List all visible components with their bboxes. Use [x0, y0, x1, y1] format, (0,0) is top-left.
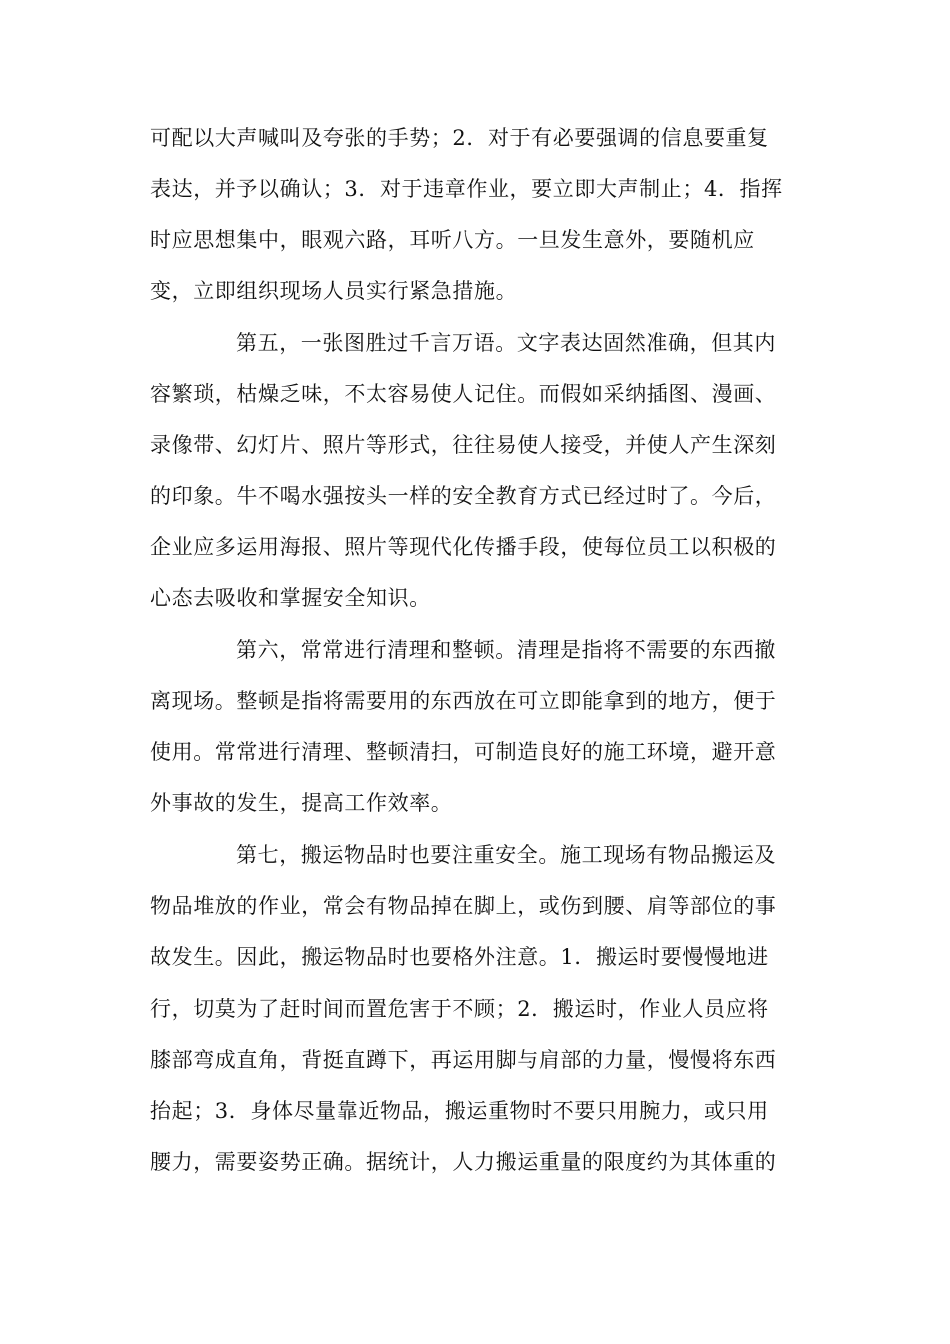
text-line: 表达，并予以确认；3．对于违章作业，要立即大声制止；4．指挥	[150, 177, 783, 201]
text-line: 离现场。整顿是指将需要用的东西放在可立即能拿到的地方，便于	[150, 689, 777, 713]
paragraph-first-line: 第七，搬运物品时也要注重安全。施工现场有物品搬运及	[236, 843, 776, 867]
text-line: 录像带、幻灯片、照片等形式，往往易使人接受，并使人产生深刻	[150, 433, 777, 457]
text-line: 物品堆放的作业，常会有物品掉在脚上，或伤到腰、肩等部位的事	[150, 894, 777, 918]
text-line: 容繁琐，枯燥乏味，不太容易使人记住。而假如采纳插图、漫画、	[150, 382, 777, 406]
text-line: 使用。常常进行清理、整顿清扫，可制造良好的施工环境，避开意	[150, 740, 777, 764]
text-line: 变，立即组织现场人员实行紧急措施。	[150, 279, 518, 303]
paragraph-first-line: 第六，常常进行清理和整顿。清理是指将不需要的东西撤	[236, 638, 776, 662]
text-line: 抬起；3．身体尽量靠近物品，搬运重物时不要只用腕力，或只用	[150, 1099, 769, 1123]
text-line: 故发生。因此，搬运物品时也要格外注意。1．搬运时要慢慢地进	[150, 945, 769, 969]
paragraph-first-line: 第五，一张图胜过千言万语。文字表达固然准确，但其内	[236, 331, 776, 355]
text-line: 时应思想集中，眼观六路，耳听八方。一旦发生意外，要随机应	[150, 228, 755, 252]
text-line: 腰力，需要姿势正确。据统计，人力搬运重量的限度约为其体重的	[150, 1150, 777, 1174]
text-line: 企业应多运用海报、照片等现代化传播手段，使每位员工以积极的	[150, 535, 777, 559]
text-line: 外事故的发生，提高工作效率。	[150, 791, 453, 815]
text-line: 的印象。牛不喝水强按头一样的安全教育方式已经过时了。今后，	[150, 484, 777, 508]
text-line: 可配以大声喊叫及夸张的手势；2．对于有必要强调的信息要重复	[150, 126, 769, 150]
text-line: 心态去吸收和掌握安全知识。	[150, 586, 431, 610]
text-line: 行，切莫为了赶时间而置危害于不顾；2．搬运时，作业人员应将	[150, 997, 769, 1021]
text-line: 膝部弯成直角，背挺直蹲下，再运用脚与肩部的力量，慢慢将东西	[150, 1048, 777, 1072]
